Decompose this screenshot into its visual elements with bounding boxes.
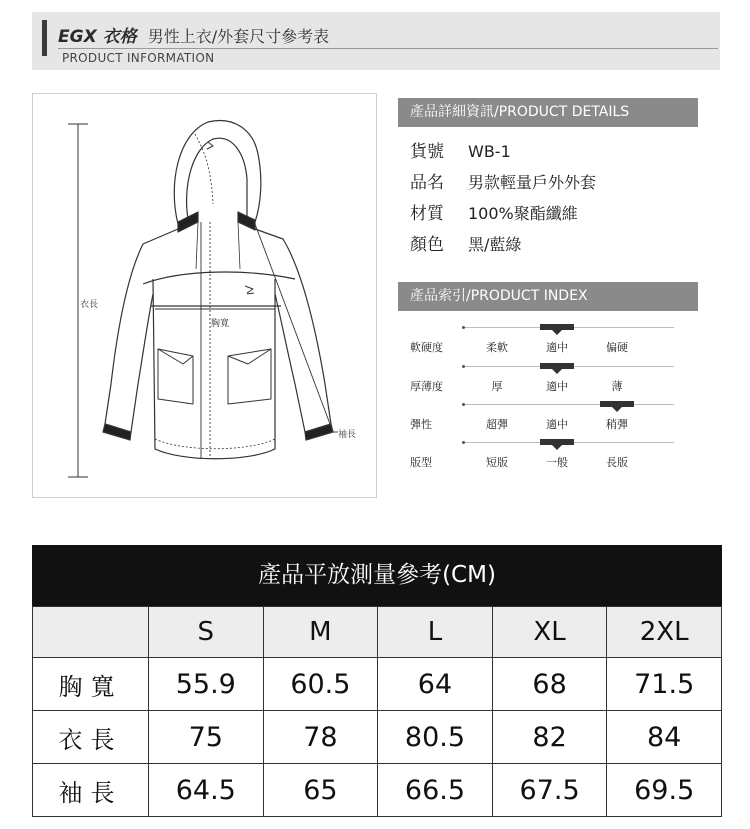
row-label: 胸寬 xyxy=(33,658,149,711)
detail-key: 品名 xyxy=(410,173,444,193)
table-cell: 80.5 xyxy=(378,711,493,764)
size-header-cell: XL xyxy=(492,607,607,658)
index-option: 長版 xyxy=(606,456,628,469)
index-option: 適中 xyxy=(546,418,568,431)
detail-row-name xyxy=(410,168,596,193)
table-cell: 78 xyxy=(263,711,378,764)
table-cell: 66.5 xyxy=(378,764,493,817)
table-cell: 68 xyxy=(492,658,607,711)
index-option: 厚 xyxy=(491,380,503,393)
page-subtitle: PRODUCT INFORMATION xyxy=(62,51,215,65)
page-title: 男性上衣/外套尺寸參考表 xyxy=(147,27,330,46)
detail-row-item-no xyxy=(410,137,511,162)
detail-value: 黑/藍綠 xyxy=(468,235,522,254)
size-table-title: 產品平放測量參考(CM) xyxy=(32,545,722,606)
index-option: 柔軟 xyxy=(486,341,508,354)
index-category: 版型 xyxy=(410,456,432,469)
detail-row-material xyxy=(410,199,578,224)
size-header-row xyxy=(33,607,722,658)
details-heading: 產品詳細資訊/PRODUCT DETAILS xyxy=(398,98,698,127)
table-cell: 67.5 xyxy=(492,764,607,817)
table-row xyxy=(33,711,722,764)
table-cell: 82 xyxy=(492,711,607,764)
table-cell: 60.5 xyxy=(263,658,378,711)
index-option: 短版 xyxy=(486,456,508,469)
size-table xyxy=(32,606,722,817)
size-header-cell: L xyxy=(378,607,493,658)
header-accent-bar xyxy=(42,20,47,56)
page-header xyxy=(32,12,720,70)
index-option: 適中 xyxy=(546,380,568,393)
table-cell: 64.5 xyxy=(149,764,264,817)
length-label: 衣長 xyxy=(80,300,99,310)
index-track-start-dot xyxy=(462,365,465,368)
index-selected-marker xyxy=(540,363,574,369)
index-heading: 產品索引/PRODUCT INDEX xyxy=(398,282,698,311)
detail-key: 貨號 xyxy=(410,142,444,162)
sleeve-label: 袖長 xyxy=(338,430,357,440)
index-track-start-dot xyxy=(462,403,465,406)
index-option: 適中 xyxy=(546,341,568,354)
index-selected-marker xyxy=(540,439,574,445)
table-row xyxy=(33,764,722,817)
jacket-illustration xyxy=(32,93,377,498)
size-header-cell: M xyxy=(263,607,378,658)
chest-label: 胸寬 xyxy=(211,319,230,329)
index-option: 薄 xyxy=(611,380,623,393)
detail-row-color xyxy=(410,230,521,255)
index-track-start-dot xyxy=(462,441,465,444)
index-track xyxy=(462,404,674,405)
size-header-cell: S xyxy=(149,607,264,658)
index-option: 偏硬 xyxy=(606,341,628,354)
table-cell: 64 xyxy=(378,658,493,711)
index-selected-marker xyxy=(540,324,574,330)
table-cell: 75 xyxy=(149,711,264,764)
table-cell: 84 xyxy=(607,711,722,764)
brand-logo: EGX 衣格 xyxy=(58,27,137,47)
row-label: 衣長 xyxy=(33,711,149,764)
index-option: 一般 xyxy=(546,456,568,469)
size-header-cell: 2XL xyxy=(607,607,722,658)
table-row xyxy=(33,658,722,711)
index-category: 彈性 xyxy=(410,418,432,431)
index-track-start-dot xyxy=(462,326,465,329)
index-category: 軟硬度 xyxy=(410,341,443,354)
table-cell: 71.5 xyxy=(607,658,722,711)
corner-cell xyxy=(33,607,149,658)
table-cell: 55.9 xyxy=(149,658,264,711)
index-option: 稍彈 xyxy=(606,418,628,431)
index-option: 超彈 xyxy=(486,418,508,431)
detail-key: 顏色 xyxy=(410,235,444,255)
detail-value: 100%聚酯纖維 xyxy=(468,204,578,223)
header-divider xyxy=(58,48,718,49)
table-cell: 65 xyxy=(263,764,378,817)
detail-value: WB-1 xyxy=(468,142,511,161)
header-title-line xyxy=(58,22,329,47)
table-cell: 69.5 xyxy=(607,764,722,817)
index-category: 厚薄度 xyxy=(410,380,443,393)
detail-key: 材質 xyxy=(410,204,444,224)
detail-value: 男款輕量戶外外套 xyxy=(468,173,597,192)
row-label: 袖長 xyxy=(33,764,149,817)
index-selected-marker xyxy=(600,401,634,407)
